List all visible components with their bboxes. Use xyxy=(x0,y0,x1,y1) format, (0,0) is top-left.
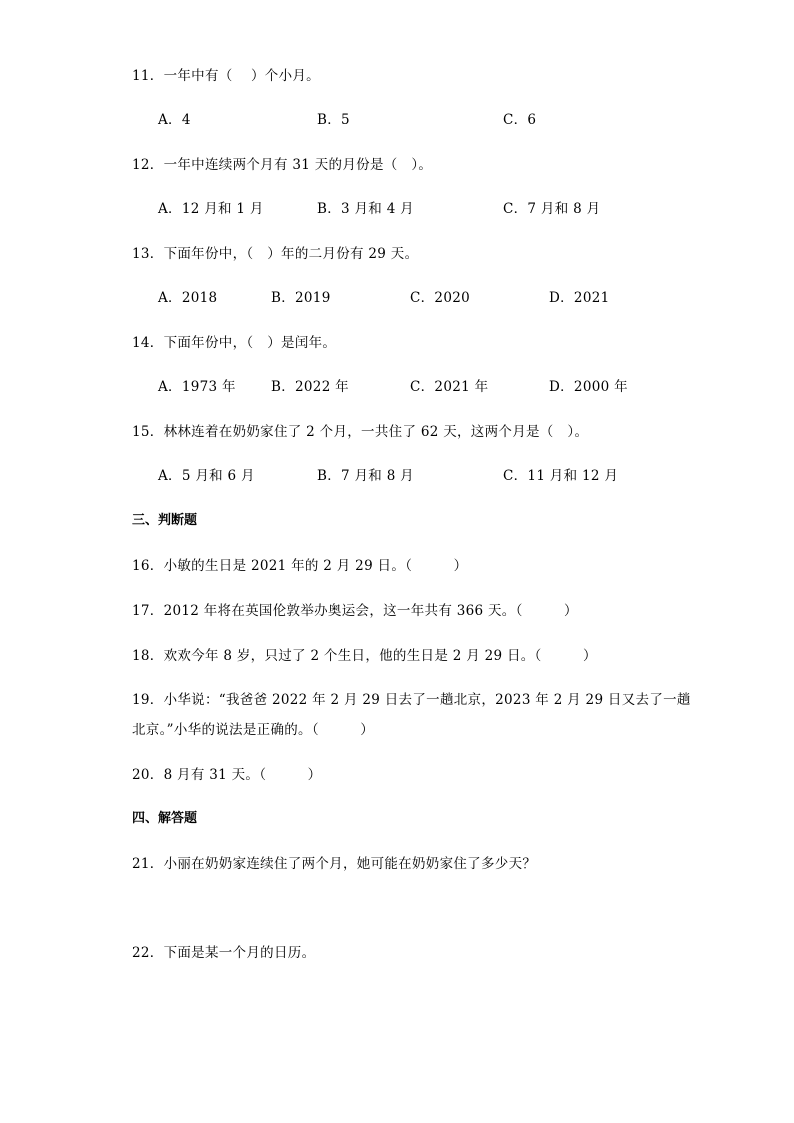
option-c: C．11 月和 12 月 xyxy=(503,468,619,484)
question-14: 14．下面年份中，（ ）是闰年。 xyxy=(132,335,337,351)
option-d: D．2000 年 xyxy=(549,379,628,395)
question-15-options xyxy=(0,466,794,486)
option-c: C．6 xyxy=(503,112,537,128)
question-21: 21．小丽在奶奶家连续住了两个月，她可能在奶奶家住了多少天？ xyxy=(132,856,537,872)
question-19-line-2: 北京。”小华的说法是正确的。（ ） xyxy=(132,722,375,738)
question-20: 20．8 月有 31 天。（ ） xyxy=(132,767,322,783)
question-12: 12．一年中连续两个月有 31 天的月份是（ ）。 xyxy=(132,157,433,173)
option-b: B．5 xyxy=(317,112,350,128)
question-15: 15．林林连着在奶奶家住了 2 个月，一共住了 62 天，这两个月是（ ）。 xyxy=(132,424,589,440)
question-13-options xyxy=(0,288,794,308)
question-12-options xyxy=(0,199,794,219)
question-11: 11．一年中有（ ）个小月。 xyxy=(132,68,320,84)
option-b: B．2019 xyxy=(271,290,331,306)
option-b: B．2022 年 xyxy=(271,379,349,395)
option-c: C．7 月和 8 月 xyxy=(503,201,601,217)
option-b: B．3 月和 4 月 xyxy=(317,201,414,217)
option-b: B．7 月和 8 月 xyxy=(317,468,414,484)
option-a: A．5 月和 6 月 xyxy=(158,468,255,484)
section-3-heading: 三、判断题 xyxy=(132,513,198,528)
question-13: 13．下面年份中，（ ）年的二月份有 29 天。 xyxy=(132,246,419,262)
question-18: 18．欢欢今年 8 岁，只过了 2 个生日，他的生日是 2 月 29 日。（ ） xyxy=(132,648,597,664)
option-a: A．1973 年 xyxy=(158,379,236,395)
option-c: C．2021 年 xyxy=(410,379,489,395)
question-11-options xyxy=(0,110,794,130)
question-17: 17．2012 年将在英国伦敦举办奥运会，这一年共有 366 天。（ ） xyxy=(132,603,578,619)
question-16: 16．小敏的生日是 2021 年的 2 月 29 日。（ ） xyxy=(132,558,468,574)
question-19-line-1: 19．小华说：“我爸爸 2022 年 2 月 29 日去了一趟北京，2023 年 2 月 29 日又去了一趟 xyxy=(132,692,691,708)
option-c: C．2020 xyxy=(410,290,470,306)
question-22: 22．下面是某一个月的日历。 xyxy=(132,945,316,961)
option-d: D．2021 xyxy=(549,290,610,306)
option-a: A．4 xyxy=(158,112,191,128)
option-a: A．12 月和 1 月 xyxy=(158,201,264,217)
section-4-heading: 四、解答题 xyxy=(132,811,198,826)
question-14-options xyxy=(0,377,794,397)
option-a: A．2018 xyxy=(158,290,218,306)
